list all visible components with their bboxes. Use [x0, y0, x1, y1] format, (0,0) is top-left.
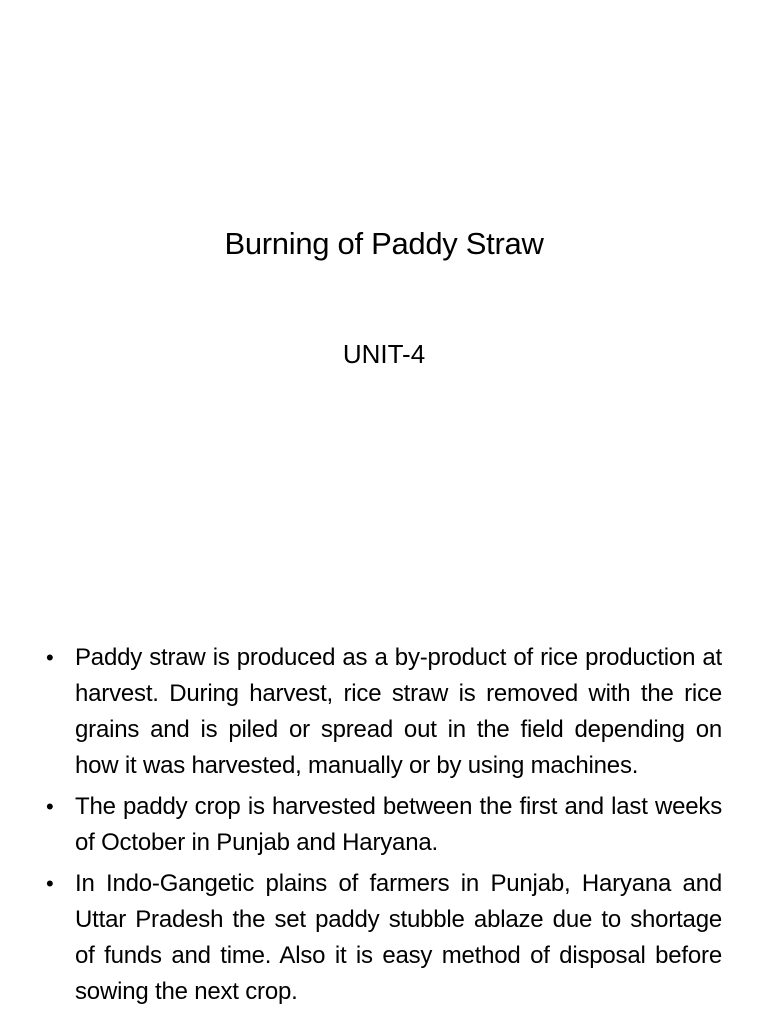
bullet-icon: •: [46, 794, 54, 819]
bullet-text: The paddy crop is harvested between the first and last weeks of October in Punjab and Haryana.: [75, 793, 722, 856]
bullet-icon: •: [46, 871, 54, 896]
content-slide: [0, 576, 768, 1024]
bullet-item: [46, 789, 722, 861]
bullet-item: [46, 640, 722, 784]
slide-title: Burning of Paddy Straw: [224, 226, 544, 261]
bullet-item: [46, 866, 722, 1010]
bullet-text: In Indo-Gangetic plains of farmers in Punjab, Haryana and Uttar Pradesh the set paddy stubble ablaze due to shortage of funds and time. Also it is easy method of disposal before sowing the next crop.: [75, 870, 722, 1005]
slide-subtitle: UNIT-4: [342, 339, 426, 369]
bullet-list: [46, 640, 722, 1015]
bullet-icon: •: [46, 645, 54, 670]
bullet-text: Paddy straw is produced as a by-product of rice production at harvest. During harvest, rice straw is removed with the rice grains and is piled or spread out in the field depending on how it was harvested, manually or by using machines.: [75, 644, 722, 779]
